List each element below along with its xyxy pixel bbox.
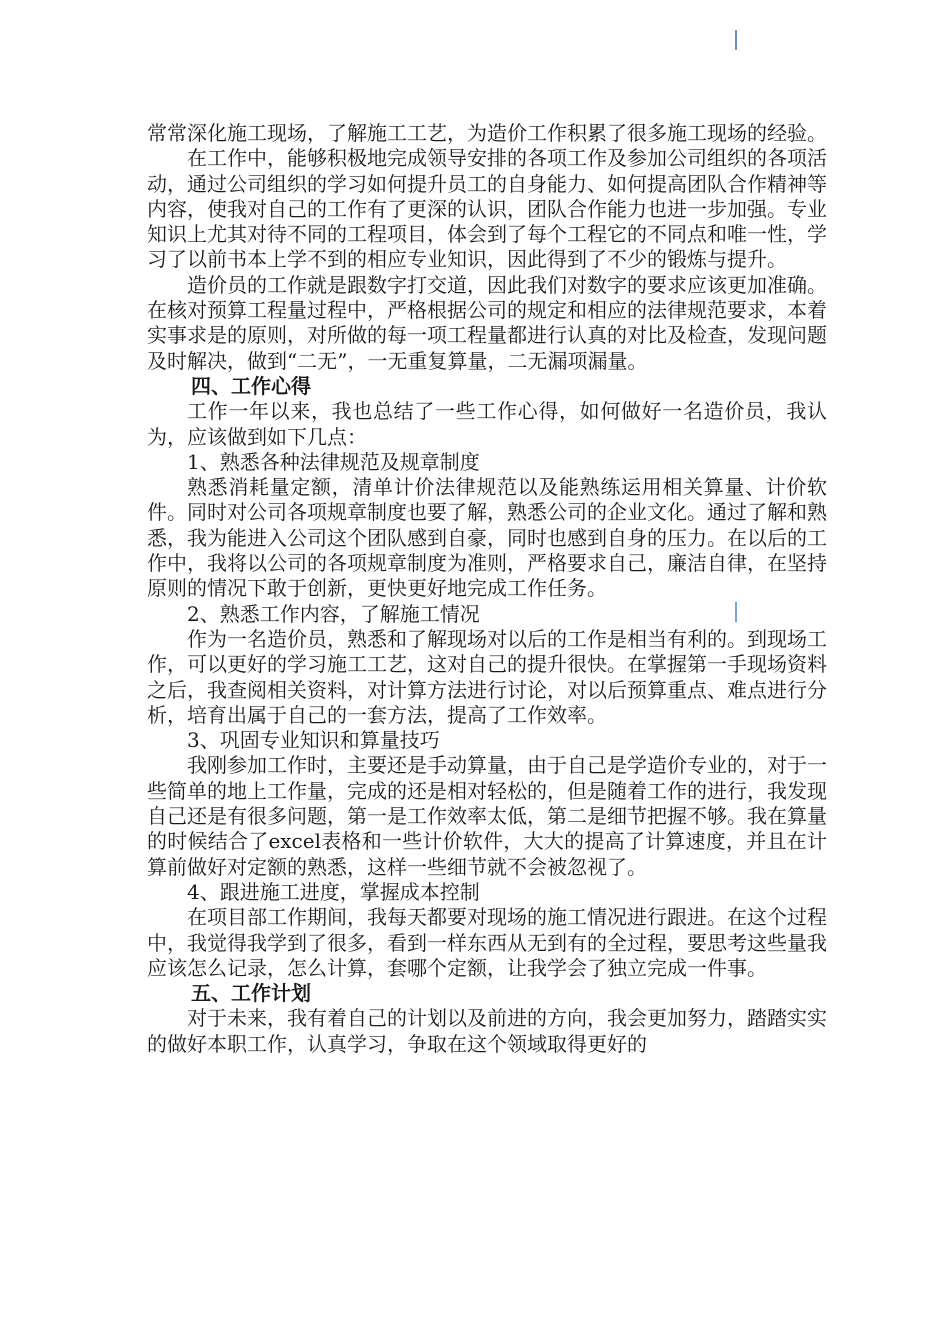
list-item-heading: 1、熟悉各种法律规范及规章制度 [187, 449, 480, 474]
list-item-heading: 4、跟进施工进度，掌握成本控制 [187, 879, 480, 904]
body-paragraph: 工作一年以来，我也总结了一些工作心得，如何做好一名造价员，我认为，应该做到如下几点： [147, 399, 827, 449]
body-paragraph: 在项目部工作期间，我每天都要对现场的施工情况进行跟进。在这个过程中，我觉得我学到了很多，看到一样东西从无到有的全过程，要思考这些量我应该怎么记录，怎么计算，套哪个定额，让我学会了独立完成一件事。 [147, 905, 827, 980]
body-paragraph: 对于未来，我有着自己的计划以及前进的方向，我会更加努力，踏踏实实的做好本职工作，认真学习，争取在这个领域取得更好的 [147, 1006, 827, 1056]
body-paragraph: 造价员的工作就是跟数字打交道，因此我们对数字的要求应该更加准确。在核对预算工程量过程中，严格根据公司的规定和相应的法律规范要求，本着实事求是的原则，对所做的每一项工程量都进行认真的对比及检查，发现问题及时解决，做到“二无”，一无重复算量，二无漏项漏量。 [147, 272, 827, 373]
document-body [147, 121, 827, 1057]
body-paragraph: 常常深化施工现场，了解施工工艺，为造价工作积累了很多施工现场的经验。 [147, 121, 827, 145]
list-item-heading: 3、巩固专业知识和算量技巧 [187, 728, 440, 753]
section-heading: 四、工作心得 [191, 373, 311, 398]
list-item-heading: 2、熟悉工作内容，了解施工情况 [187, 601, 480, 626]
body-paragraph: 我刚参加工作时，主要还是手动算量，由于自己是学造价专业的，对于一些简单的地上工作量，完成的还是相对轻松的，但是随着工作的进行，我发现自己还是有很多问题，第一是工作效率太低，第二是细节把握不够。我在算量的时候结合了excel表格和一些计价软件，大大的提高了计算速度，并且在计算前做好对定额的熟悉，这样一些细节就不会被忽视了。 [147, 753, 827, 879]
corner-mark [735, 30, 737, 50]
body-paragraph: 作为一名造价员，熟悉和了解现场对以后的工作是相当有利的。到现场工作，可以更好的学习施工工艺，这对自己的提升很快。在掌握第一手现场资料之后，我查阅相关资料，对计算方法进行讨论，对以后预算重点、难点进行分析，培育出属于自己的一套方法，提高了工作效率。 [147, 626, 827, 727]
body-paragraph: 熟悉消耗量定额，清单计价法律规范以及能熟练运用相关算量、计价软件。同时对公司各项规章制度也要了解，熟悉公司的企业文化。通过了解和熟悉，我为能进入公司这个团队感到自豪，同时也感到自身的压力。在以后的工作中，我将以公司的各项规章制度为准则，严格要求自己，廉洁自律，在坚持原则的情况下敢于创新，更快更好地完成工作任务。 [147, 475, 827, 601]
body-paragraph: 在工作中，能够积极地完成领导安排的各项工作及参加公司组织的各项活动，通过公司组织的学习如何提升员工的自身能力、如何提高团队合作精神等内容，使我对自己的工作有了更深的认识，团队合作能力也进一步加强。专业知识上尤其对待不同的工程项目，体会到了每个工程它的不同点和唯一性，学习了以前书本上学不到的相应专业知识，因此得到了不少的锻炼与提升。 [147, 146, 827, 272]
section-heading: 五、工作计划 [191, 981, 311, 1006]
